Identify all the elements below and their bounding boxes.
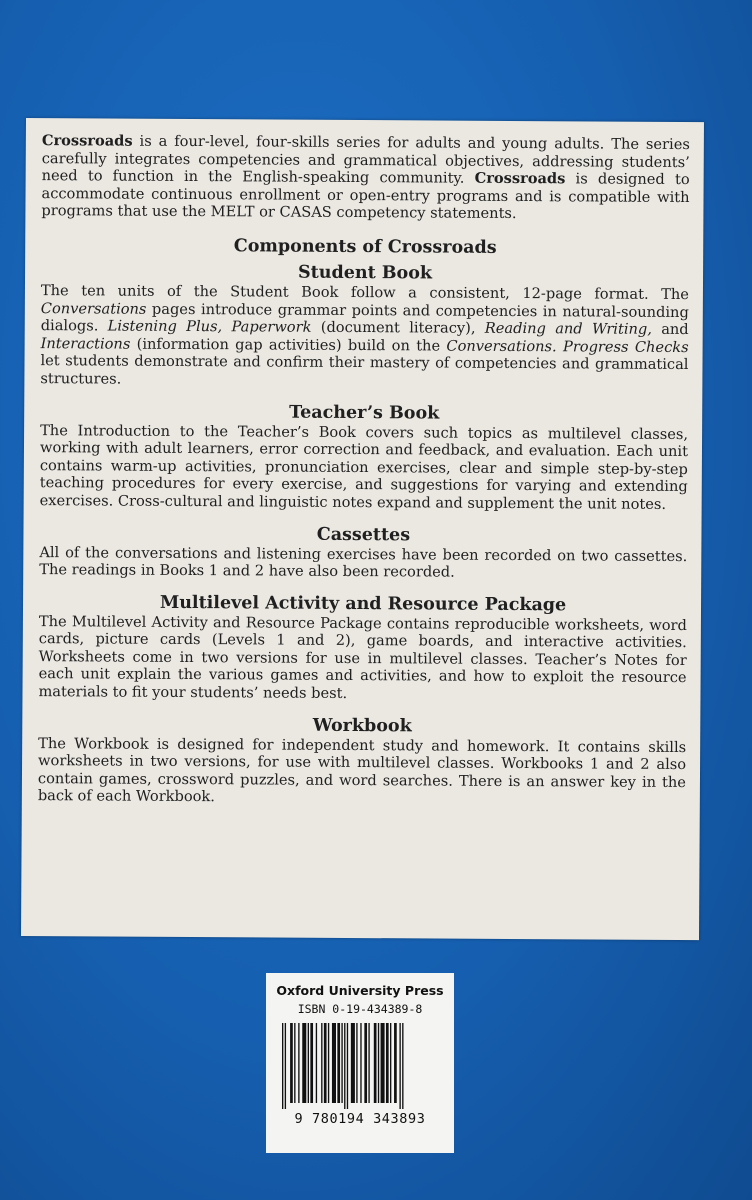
resource-package-paragraph: The Multilevel Activity and Resource Package contains reproducible worksheets, word cards, picture cards (Levels 1 and 2), game boards, and interactive activities. Worksheets come in two versions for use in multilevel classes. Teacher’s Notes for each unit explain the various games and activities, and how to exploit the resource materials to fit your students’ needs best.: [38, 612, 687, 703]
teachers-book-paragraph: The Introduction to the Teacher’s Book covers such topics as multilevel classes, working with adult learners, error correction and feedback, and evaluation. Each unit contains warm-up activities, pronunciation exercises, clear and simple step-by-step teaching procedures for every exercise, and suggestions for varying and extending exercises. Cross-cultural and linguistic notes expand and supplement the unit notes.: [39, 421, 689, 513]
brand-name: Crossroads: [41, 132, 133, 150]
barcode-bar: [360, 1023, 361, 1103]
barcode-icon: [276, 1023, 444, 1109]
student-book-italic-2: Listening Plus, Paperwork: [107, 317, 312, 336]
ean-digits: 9 780194 343893: [294, 1111, 426, 1127]
barcode-bar: [328, 1023, 329, 1103]
cassettes-title: Cassettes: [316, 524, 411, 545]
description-panel: [21, 118, 704, 940]
barcode-bar: [324, 1023, 327, 1103]
barcode-bar: [302, 1023, 306, 1103]
student-book-italic-4: Interactions: [40, 334, 131, 353]
barcode-bar: [282, 1023, 283, 1109]
barcode-bar: [290, 1023, 293, 1103]
cassettes-paragraph: All of the conversations and listening exercises have been recorded on two cassettes. The readings in Books 1 and 2 have also been recorded.: [39, 543, 688, 581]
student-book-text-3: (document literacy),: [311, 318, 485, 337]
barcode-bar: [332, 1023, 336, 1103]
student-book-title: Student Book: [297, 262, 433, 284]
student-book-text-6: let students demonstrate and confirm their mastery of competencies and grammatical structures.: [40, 352, 689, 388]
barcode-bar: [341, 1023, 342, 1103]
barcode-bar: [344, 1023, 345, 1109]
barcode-bar: [390, 1023, 391, 1103]
student-book-italic-3: Reading and Writing,: [484, 319, 652, 338]
intro-text-2: is designed to accommodate continuous enrollment or open-entry programs and is compatible with programs that use the MELT or CASAS competency statements.: [41, 170, 690, 223]
barcode-bar: [351, 1023, 355, 1103]
student-book-text-1: The ten units of the Student Book follow a consistent, 12-page format. The: [40, 282, 689, 304]
barcode-bar: [381, 1023, 385, 1103]
student-book-text-2: pages introduce grammar points and competencies in natural-sounding dialogs.: [40, 300, 689, 335]
barcode-bar: [294, 1023, 295, 1103]
barcode-bar: [321, 1023, 322, 1103]
barcode-bar: [298, 1023, 299, 1103]
resource-package-title: Multilevel Activity and Resource Package: [159, 592, 567, 615]
student-book-text-4: and: [651, 320, 689, 339]
publisher-name: Oxford University Press: [276, 983, 444, 998]
barcode-bar: [394, 1023, 397, 1103]
workbook-paragraph: The Workbook is designed for independent study and homework. It contains skills worksheets in two versions, for use with multilevel classes. Workbooks 1 and 2 also contain games, crossword puzzles, and word searches. There is an answer key in the back of each Workbook.: [37, 734, 687, 806]
barcode-bar: [374, 1023, 377, 1103]
barcode-bar: [356, 1023, 357, 1103]
barcode-bar: [310, 1023, 313, 1103]
barcode-bar: [337, 1023, 340, 1103]
barcode-bar: [316, 1023, 317, 1103]
student-book-paragraph: [40, 282, 689, 392]
barcode-bar: [378, 1023, 379, 1103]
barcode-label: [266, 973, 454, 1153]
workbook-title: Workbook: [312, 715, 412, 737]
barcode-bar: [399, 1023, 400, 1109]
barcode-bar: [386, 1023, 389, 1103]
intro-text-1: is a four-level, four-skills series for adults and young adults. The series carefully integrates competencies and grammatical objectives, addressing students’ need to function in the English-speaking community.: [41, 132, 690, 187]
barcode-bar: [402, 1023, 403, 1109]
barcode-bar: [308, 1023, 309, 1103]
barcode-bar: [364, 1023, 367, 1103]
student-book-italic-1: Conversations: [40, 299, 147, 318]
barcode-bar: [285, 1023, 286, 1109]
brand-name-2: Crossroads: [474, 169, 566, 188]
components-heading: Components of Crossroads: [233, 236, 497, 258]
student-book-italic-5: Conversations. Progress Checks: [446, 337, 689, 356]
intro-paragraph: [41, 132, 690, 224]
barcode-bar: [368, 1023, 369, 1103]
student-book-text-5: (information gap activities) build on the: [130, 335, 447, 355]
barcode-bar: [347, 1023, 348, 1109]
teachers-book-title: Teacher’s Book: [289, 402, 440, 424]
isbn-number: ISBN 0-19-434389-8: [297, 1002, 423, 1016]
